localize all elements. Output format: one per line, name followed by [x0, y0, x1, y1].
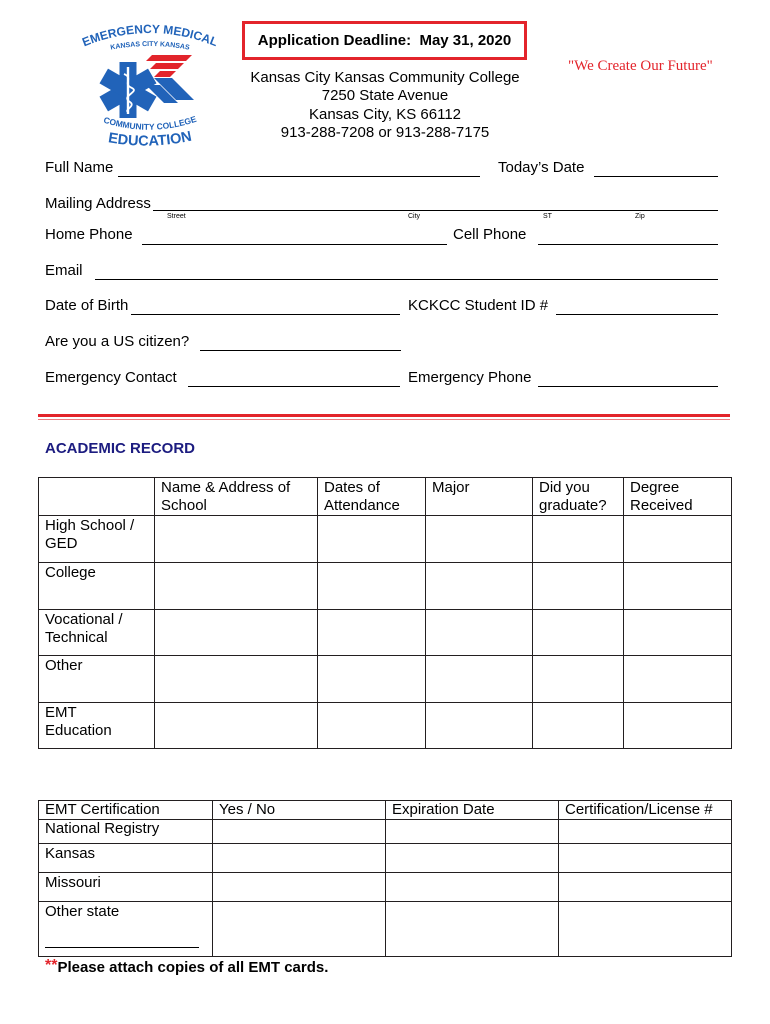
yes-no-cell[interactable] — [213, 873, 386, 902]
date-of-birth-field[interactable] — [131, 314, 400, 315]
dates-cell[interactable] — [318, 563, 426, 610]
graduated-column-header: Did you graduate? — [533, 478, 624, 516]
emergency-phone-label: Emergency Phone — [408, 369, 532, 386]
degree-cell[interactable] — [624, 563, 732, 610]
college-address-block — [0, 69, 770, 142]
row-label: EMT Education — [39, 703, 155, 749]
dates-cell[interactable] — [318, 610, 426, 656]
academic-record-table — [38, 477, 732, 749]
student-id-field[interactable] — [556, 314, 718, 315]
logo-college-text: COMMUNITY COLLEGE — [102, 113, 198, 132]
svg-text:KANSAS CITY KANSAS — [110, 41, 191, 52]
school-cell[interactable] — [155, 516, 318, 563]
logo-education-text: EDUCATION — [107, 128, 194, 150]
yes-no-column-header: Yes / No — [213, 801, 386, 820]
cell-phone-field[interactable] — [538, 244, 718, 245]
school-column-header: Name & Address of School — [155, 478, 318, 516]
table-row — [39, 610, 732, 656]
mailing-address-label: Mailing Address — [45, 195, 151, 212]
attach-cards-note — [45, 959, 328, 977]
college-name: Kansas City Kansas Community College — [250, 69, 520, 86]
mailing-address-field[interactable] — [153, 210, 718, 211]
row-label: College — [39, 563, 155, 610]
major-cell[interactable] — [426, 516, 533, 563]
license-number-cell[interactable] — [559, 844, 732, 873]
us-citizen-field[interactable] — [200, 350, 401, 351]
dates-column-header: Dates of Attendance — [318, 478, 426, 516]
license-number-column-header: Certification/License # — [559, 801, 732, 820]
application-deadline-box: Application Deadline: May 31, 2020 — [242, 21, 527, 60]
phone-numbers: 913-288-7208 or 913-288-7175 — [280, 123, 490, 141]
emergency-contact-label: Emergency Contact — [45, 369, 177, 386]
logo-title-text: EMERGENCY MEDICAL — [80, 21, 220, 50]
license-number-cell[interactable] — [559, 902, 732, 957]
school-cell[interactable] — [155, 703, 318, 749]
graduated-cell[interactable] — [533, 516, 624, 563]
license-number-cell[interactable] — [559, 873, 732, 902]
state-sublabel: ST — [543, 213, 552, 220]
expiration-date-cell[interactable] — [386, 844, 559, 873]
emergency-phone-field[interactable] — [538, 386, 718, 387]
row-label: Vocational / Technical — [39, 610, 155, 656]
expiration-date-cell[interactable] — [386, 820, 559, 844]
table-row — [39, 703, 732, 749]
table-row — [39, 844, 732, 873]
degree-cell[interactable] — [624, 516, 732, 563]
major-cell[interactable] — [426, 703, 533, 749]
college-slogan: "We Create Our Future" — [568, 58, 713, 74]
section-divider — [38, 414, 730, 417]
dates-cell[interactable] — [318, 516, 426, 563]
graduated-cell[interactable] — [533, 656, 624, 703]
email-field[interactable] — [95, 279, 718, 280]
expiration-date-cell[interactable] — [386, 873, 559, 902]
major-cell[interactable] — [426, 610, 533, 656]
yes-no-cell[interactable] — [213, 844, 386, 873]
degree-cell[interactable] — [624, 610, 732, 656]
yes-no-cell[interactable] — [213, 820, 386, 844]
table-header-row — [39, 801, 732, 820]
city-sublabel: City — [408, 213, 421, 220]
row-label: Other state — [45, 903, 120, 920]
other-state-cell — [39, 902, 213, 957]
cell-phone-label: Cell Phone — [453, 226, 527, 243]
emergency-contact-field[interactable] — [188, 386, 400, 387]
graduated-cell[interactable] — [533, 703, 624, 749]
date-of-birth-label: Date of Birth — [45, 297, 129, 314]
todays-date-label: Today’s Date — [498, 159, 585, 176]
school-cell[interactable] — [155, 656, 318, 703]
street-address: 7250 State Avenue — [321, 87, 449, 105]
school-cell[interactable] — [155, 610, 318, 656]
school-cell[interactable] — [155, 563, 318, 610]
full-name-label: Full Name — [45, 159, 114, 176]
license-number-cell[interactable] — [559, 820, 732, 844]
us-citizen-label: Are you a US citizen? — [45, 333, 190, 350]
full-name-field[interactable] — [118, 176, 480, 177]
academic-record-heading: ACADEMIC RECORD — [45, 440, 195, 457]
row-label: Other — [39, 656, 155, 703]
yes-no-cell[interactable] — [213, 902, 386, 957]
table-row — [39, 902, 732, 957]
dates-cell[interactable] — [318, 656, 426, 703]
table-row — [39, 873, 732, 902]
row-label: Kansas — [39, 844, 213, 873]
corner-header-cell — [39, 478, 155, 516]
major-column-header: Major — [426, 478, 533, 516]
student-id-label: KCKCC Student ID # — [408, 297, 549, 314]
table-row — [39, 656, 732, 703]
degree-cell[interactable] — [624, 703, 732, 749]
graduated-cell[interactable] — [533, 610, 624, 656]
city-state-zip: Kansas City, KS 66112 — [308, 105, 462, 123]
major-cell[interactable] — [426, 656, 533, 703]
major-cell[interactable] — [426, 563, 533, 610]
table-row — [39, 820, 732, 844]
street-sublabel: Street — [167, 213, 186, 220]
degree-cell[interactable] — [624, 656, 732, 703]
dates-cell[interactable] — [318, 703, 426, 749]
certification-column-header: EMT Certification — [39, 801, 213, 820]
email-label: Email — [45, 262, 83, 279]
row-label: High School / GED — [39, 516, 155, 563]
other-state-name-field[interactable] — [45, 947, 199, 948]
section-divider-thin — [38, 419, 730, 420]
row-label: Missouri — [39, 873, 213, 902]
expiration-date-cell[interactable] — [386, 902, 559, 957]
table-row — [39, 516, 732, 563]
zip-sublabel: Zip — [635, 213, 645, 220]
logo-subtitle-text: KANSAS CITY KANSAS — [109, 40, 191, 52]
row-label: National Registry — [39, 820, 213, 844]
note-text: Please attach copies of all EMT cards. — [57, 959, 329, 976]
table-row — [39, 563, 732, 610]
table-header-row — [39, 478, 732, 516]
graduated-cell[interactable] — [533, 563, 624, 610]
degree-column-header: Degree Received — [624, 478, 732, 516]
todays-date-field[interactable] — [594, 176, 718, 177]
home-phone-field[interactable] — [142, 244, 447, 245]
expiration-date-column-header: Expiration Date — [386, 801, 559, 820]
home-phone-label: Home Phone — [45, 226, 133, 243]
note-asterisks: ** — [45, 957, 58, 974]
emt-certification-table — [38, 800, 732, 957]
